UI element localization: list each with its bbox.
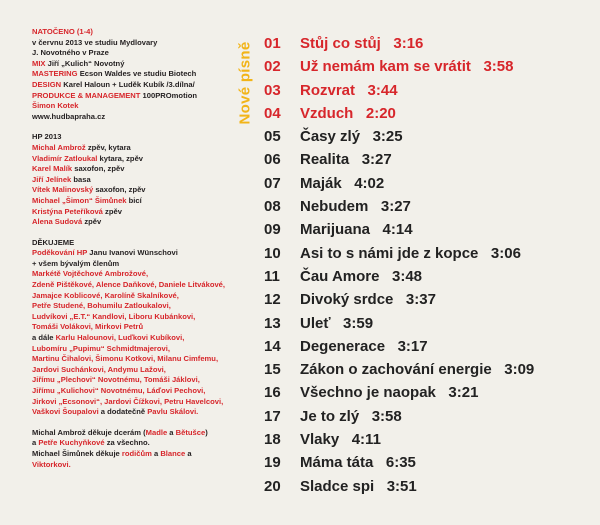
credits-line bbox=[32, 143, 244, 154]
track-number: 20 bbox=[264, 477, 281, 495]
track-list bbox=[264, 32, 594, 498]
track-row bbox=[264, 32, 594, 55]
credits-line bbox=[32, 154, 244, 165]
track-title: Maják bbox=[300, 174, 342, 192]
track-duration: 4:14 bbox=[382, 221, 413, 239]
track-duration: 6:35 bbox=[385, 454, 416, 472]
credits-text: Vaškovi Šoupalovi bbox=[32, 407, 101, 417]
credits-line bbox=[32, 438, 244, 449]
track-row bbox=[264, 358, 594, 381]
credits-text: Jiřímu „Kulichovi“ Novotnému, Láďovi Pechovi, bbox=[32, 386, 206, 395]
credits-line bbox=[32, 301, 244, 312]
credits-line bbox=[32, 196, 244, 207]
credits-line bbox=[32, 185, 244, 196]
credits-text: Jirkovi „Ecsonovi“, Jardovi Čížkovi, Petru Havelcovi, bbox=[32, 396, 224, 406]
credits-line bbox=[32, 291, 244, 302]
credits-text: Karlu Halounovi, Luďkovi Kubíkovi, bbox=[55, 333, 185, 343]
credits-text: Michael Šimůnek děkuje bbox=[32, 448, 122, 458]
track-number: 14 bbox=[264, 337, 281, 355]
credits-line bbox=[32, 354, 244, 365]
credits-text: a bbox=[32, 438, 39, 448]
credits-text: zpěv bbox=[105, 206, 122, 216]
credits-line bbox=[32, 407, 244, 418]
credits-line bbox=[32, 132, 244, 143]
track-number: 05 bbox=[264, 128, 281, 146]
track-row bbox=[264, 475, 594, 498]
track-duration: 3:09 bbox=[504, 361, 535, 379]
credits-text: PRODUKCE & MANAGEMENT bbox=[32, 90, 143, 100]
track-duration: 4:11 bbox=[351, 431, 381, 449]
credits-text: Ludvíkovi „E.T.“ Kandlovi, Liboru Kubánkovi, bbox=[32, 311, 196, 321]
credits-text: Blance bbox=[160, 448, 186, 458]
credits-text: Jiřímu „Plechovi“ Novotnému, Tomáši Jáklovi, bbox=[32, 375, 200, 385]
credits-text: Petře Kuchyňkové bbox=[38, 438, 105, 448]
credits-column bbox=[32, 27, 244, 470]
credits-text: Michael „Šimon“ Šimůnek bbox=[32, 195, 129, 205]
credits-line bbox=[32, 333, 244, 344]
track-title: Nebudem bbox=[300, 198, 369, 216]
track-title: Sladce spi bbox=[300, 477, 375, 495]
credits-line bbox=[32, 112, 244, 123]
track-row bbox=[264, 148, 594, 171]
track-row bbox=[264, 335, 594, 358]
credits-text: v červnu 2013 ve studiu Mydlovary bbox=[32, 37, 158, 47]
track-title: Máma táta bbox=[300, 454, 374, 472]
track-number: 06 bbox=[264, 151, 281, 169]
credits-text: Martinu Čihalovi, Šimonu Kotkovi, Milanu Cimfemu, bbox=[32, 354, 219, 364]
credits-gap bbox=[32, 122, 244, 132]
track-number: 15 bbox=[264, 361, 281, 379]
track-row bbox=[264, 218, 594, 241]
credits-text: Jiří Jelínek bbox=[32, 174, 74, 184]
track-row bbox=[264, 242, 594, 265]
credits-text: saxofon, zpěv bbox=[95, 185, 146, 195]
track-title: Vlaky bbox=[300, 431, 340, 449]
credits-text: NATOČENO (1-4) bbox=[32, 27, 93, 36]
track-duration: 3:27 bbox=[361, 151, 392, 169]
credits-text: Kristýna Peteříková bbox=[32, 206, 106, 216]
track-title: Čau Amore bbox=[300, 267, 380, 285]
credits-text: MASTERING bbox=[32, 69, 80, 79]
credits-text: J. Novotného v Praze bbox=[32, 48, 109, 58]
track-title: Zákon o zachování energie bbox=[300, 361, 492, 379]
track-row bbox=[264, 381, 594, 404]
credits-line bbox=[32, 27, 244, 38]
credits-gap bbox=[32, 418, 244, 428]
credits-text: 100PROmotion bbox=[142, 90, 197, 100]
credits-text: Jiří „Kulich“ Novotný bbox=[47, 58, 125, 68]
track-number: 09 bbox=[264, 221, 281, 239]
credits-text: Viktorkovi. bbox=[32, 459, 71, 469]
credits-line bbox=[32, 375, 244, 386]
track-duration: 3:59 bbox=[343, 314, 374, 332]
track-row bbox=[264, 312, 594, 335]
track-number: 08 bbox=[264, 198, 281, 216]
credits-text: HP 2013 bbox=[32, 132, 62, 142]
credits-text: Vladimír Zatloukal bbox=[32, 153, 100, 163]
credits-text: www.hudbapraha.cz bbox=[32, 111, 106, 121]
credits-text: Bětušce bbox=[175, 427, 206, 437]
track-row bbox=[264, 195, 594, 218]
credits-text: Markétě Vojtěchové Ambrožové, bbox=[32, 269, 149, 279]
track-title: Divoký srdce bbox=[300, 291, 394, 309]
credits-text: Karel Malík bbox=[32, 164, 75, 174]
credits-line bbox=[32, 269, 244, 280]
track-row bbox=[264, 125, 594, 148]
credits-line bbox=[32, 312, 244, 323]
credits-text: Pavlu Skálovi. bbox=[147, 407, 199, 417]
credits-text: bicí bbox=[128, 195, 142, 205]
track-number: 01 bbox=[264, 35, 281, 52]
credits-text: saxofon, zpěv bbox=[74, 164, 125, 174]
credits-text: Michal Ambrož bbox=[32, 142, 88, 152]
credits-line bbox=[32, 344, 244, 355]
credits-text: Michal Ambrož děkuje dcerám ( bbox=[32, 427, 146, 437]
credits-line bbox=[32, 280, 244, 291]
credits-text: Petře Studené, Bohumilu Zatloukalovi, bbox=[32, 301, 171, 311]
track-number: 18 bbox=[264, 431, 281, 449]
track-duration: 3:21 bbox=[448, 384, 479, 402]
track-row bbox=[264, 288, 594, 311]
track-row bbox=[264, 265, 594, 288]
credits-text: Lubomíru „Pupimu“ Schmidtmajerovi, bbox=[32, 343, 170, 353]
credits-line bbox=[32, 322, 244, 333]
credits-text: Alena Sudová bbox=[32, 217, 85, 227]
credits-text: DĚKUJEME bbox=[32, 237, 75, 247]
credits-line bbox=[32, 38, 244, 49]
credits-text: Tomáši Volákovi, Mirkovi Petrů bbox=[32, 322, 144, 332]
credits-text: a bbox=[151, 448, 161, 458]
credits-line bbox=[32, 175, 244, 186]
track-number: 02 bbox=[264, 58, 281, 76]
track-duration: 3:51 bbox=[386, 477, 417, 495]
track-number: 03 bbox=[264, 81, 281, 99]
track-duration: 3:44 bbox=[367, 81, 398, 99]
new-songs-label: Nové písně bbox=[236, 41, 254, 125]
credits-text: a bbox=[185, 448, 192, 458]
new-songs-label-box bbox=[235, 38, 255, 128]
track-duration: 3:17 bbox=[397, 337, 428, 355]
credits-text: za všechno. bbox=[104, 438, 150, 448]
credits-line bbox=[32, 460, 244, 471]
credits-line bbox=[32, 217, 244, 228]
credits-gap bbox=[32, 228, 244, 238]
credits-text: Madle bbox=[145, 427, 168, 437]
track-number: 19 bbox=[264, 454, 281, 472]
credits-text: a bbox=[167, 427, 176, 437]
track-row bbox=[264, 428, 594, 451]
track-number: 13 bbox=[264, 314, 281, 332]
track-title: Realita bbox=[300, 151, 350, 169]
credits-line bbox=[32, 449, 244, 460]
track-row bbox=[264, 405, 594, 428]
track-title: Degenerace bbox=[300, 337, 386, 355]
track-number: 17 bbox=[264, 407, 281, 425]
credits-line bbox=[32, 80, 244, 91]
credits-text: zpěv, kytara bbox=[87, 142, 131, 152]
track-duration: 3:37 bbox=[405, 291, 436, 309]
track-title: Je to zlý bbox=[300, 407, 360, 425]
track-number: 16 bbox=[264, 384, 281, 402]
track-number: 10 bbox=[264, 244, 281, 262]
credits-line bbox=[32, 59, 244, 70]
track-duration: 3:58 bbox=[371, 407, 402, 425]
credits-line bbox=[32, 397, 244, 408]
credits-line bbox=[32, 365, 244, 376]
credits-text: Jardovi Suchánkovi, Andymu Lažovi, bbox=[32, 364, 166, 374]
credits-text: MIX bbox=[32, 58, 48, 68]
track-duration: 2:20 bbox=[365, 104, 396, 122]
credits-text: a dodatečně bbox=[100, 407, 148, 417]
credits-line bbox=[32, 164, 244, 175]
track-title: Rozvrat bbox=[300, 81, 356, 99]
track-title: Uleť bbox=[300, 314, 331, 332]
credits-text: + všem bývalým členům bbox=[32, 258, 120, 268]
track-title: Marijuana bbox=[300, 221, 371, 239]
track-row bbox=[264, 102, 594, 125]
track-row bbox=[264, 79, 594, 102]
credits-text: Šimon Kotek bbox=[32, 101, 79, 111]
credits-line bbox=[32, 91, 244, 102]
credits-text: Karel Haloun + Luděk Kubík /3.dílna/ bbox=[63, 79, 195, 89]
credits-text: Ecson Waldes ve studiu Biotech bbox=[79, 69, 197, 79]
track-title: Všechno je naopak bbox=[300, 384, 436, 402]
track-duration: 4:02 bbox=[354, 174, 385, 192]
credits-text: kytara, zpěv bbox=[99, 153, 144, 163]
track-number: 04 bbox=[264, 104, 281, 122]
track-row bbox=[264, 172, 594, 195]
credits-text: Janu Ivanovi Wünschovi bbox=[89, 248, 178, 258]
credits-text: Poděkování HP bbox=[32, 248, 90, 258]
credits-text: Zdeně Pištěkové, Alence Daňkové, Daniele Litvákové, bbox=[32, 280, 226, 290]
credits-text: a dále bbox=[32, 333, 56, 343]
credits-text: Vítek Malinovský bbox=[32, 185, 96, 195]
track-title: Vzduch bbox=[300, 104, 354, 122]
track-duration: 3:27 bbox=[380, 198, 411, 216]
credits-line bbox=[32, 248, 244, 259]
credits-text: rodičům bbox=[121, 448, 152, 458]
credits-line bbox=[32, 238, 244, 249]
track-duration: 3:48 bbox=[391, 267, 423, 285]
track-row bbox=[264, 55, 594, 78]
track-title: Stůj co stůj bbox=[300, 35, 381, 52]
credits-line bbox=[32, 48, 244, 59]
credits-text: basa bbox=[73, 174, 91, 184]
credits-line bbox=[32, 259, 244, 270]
credits-text: Jamajce Koblicové, Karolíně Skalníkové, bbox=[32, 290, 179, 300]
credits-line bbox=[32, 428, 244, 439]
credits-line bbox=[32, 101, 244, 112]
track-duration: 3:25 bbox=[372, 128, 403, 146]
track-duration: 3:58 bbox=[483, 58, 514, 76]
track-title: Časy zlý bbox=[300, 128, 361, 146]
track-duration: 3:16 bbox=[393, 35, 424, 52]
track-number: 07 bbox=[264, 174, 281, 192]
credits-line bbox=[32, 69, 244, 80]
credits-line bbox=[32, 207, 244, 218]
credits-text: ) bbox=[205, 427, 208, 437]
track-number: 11 bbox=[264, 267, 280, 285]
credits-line bbox=[32, 386, 244, 397]
track-number: 12 bbox=[264, 291, 281, 309]
track-duration: 3:06 bbox=[490, 244, 521, 262]
track-title: Už nemám kam se vrátit bbox=[300, 58, 471, 76]
credits-text: zpěv bbox=[84, 217, 102, 227]
track-row bbox=[264, 451, 594, 474]
credits-text: DESIGN bbox=[32, 79, 64, 89]
track-title: Asi to s námi jde z kopce bbox=[300, 244, 479, 262]
